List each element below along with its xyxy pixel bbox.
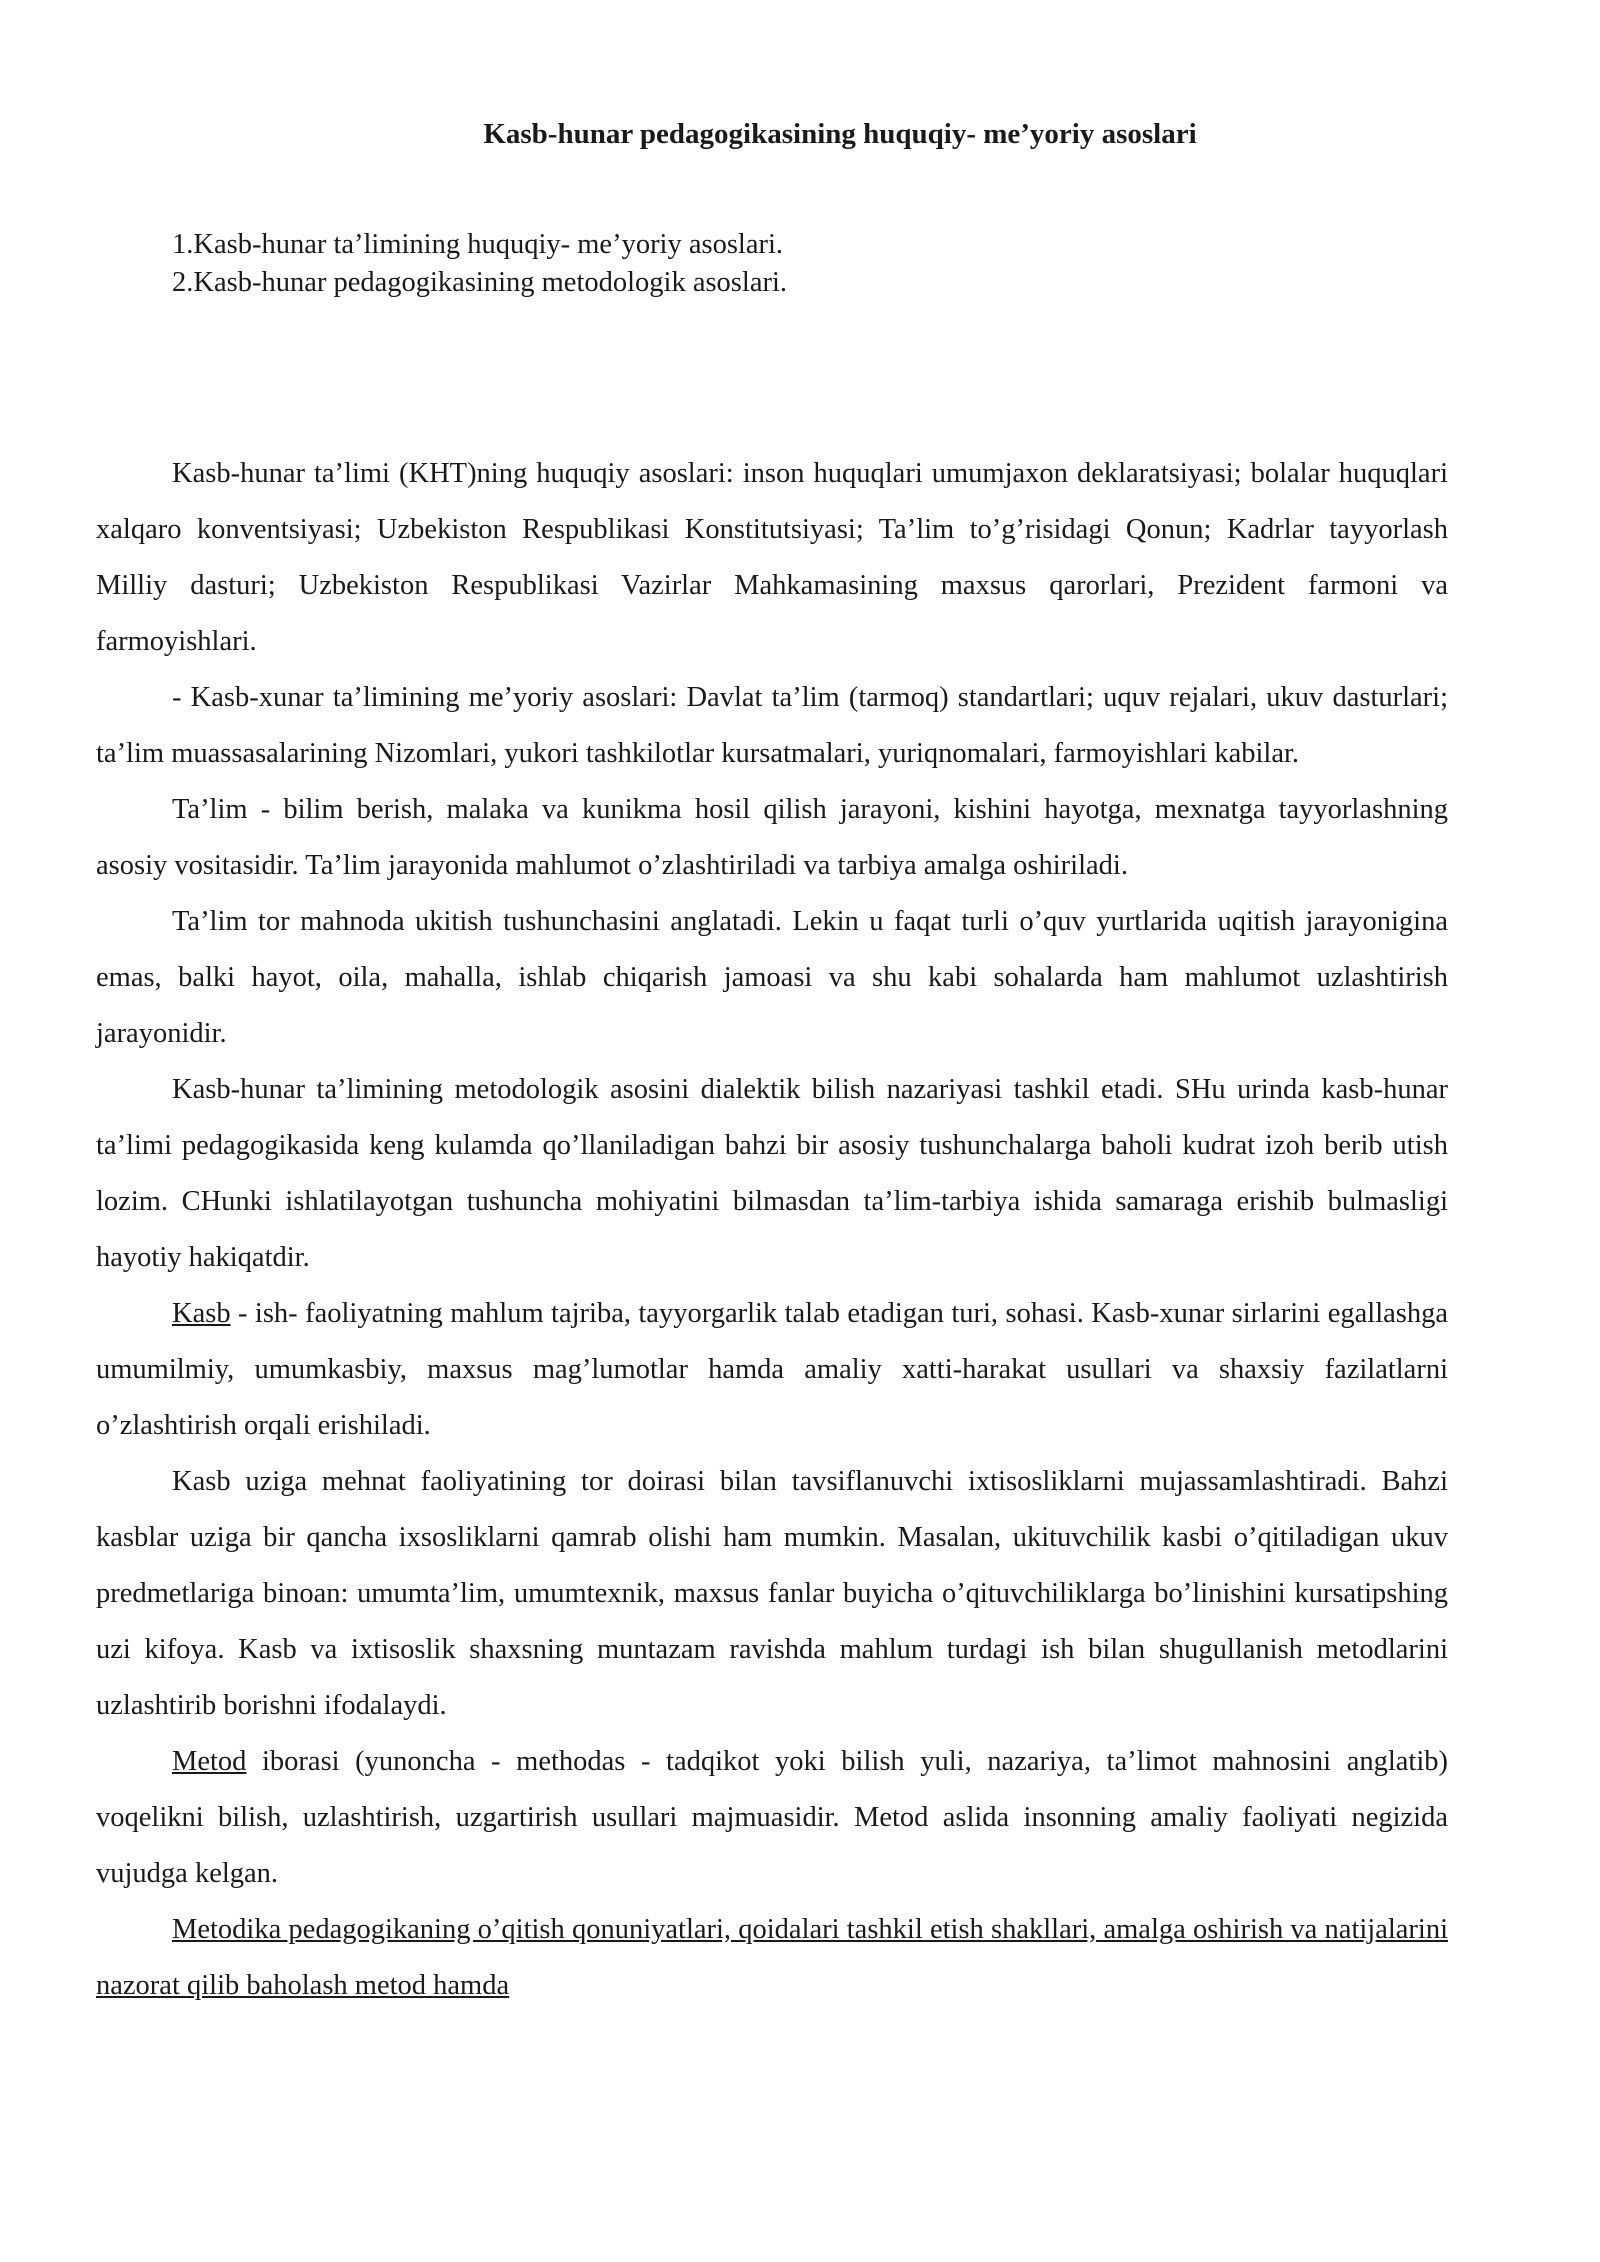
document-title: Kasb-hunar pedagogikasining huquqiy- me’yoriy asoslari bbox=[483, 118, 1197, 150]
paragraph-kasb-specialties: Kasb uziga mehnat faoliyatining tor doirasi bilan tavsiflanuvchi ixtisosliklarni mujassamlashtiradi. Bahzi kasblar uziga bir qancha ixsosliklarni qamrab olishi ham mumkin. Masalan, ukituvchilik kasbi o’qitiladigan ukuv predmetlariga binoan: umumta’lim, umumtexnik, maxsus fanlar buyicha o’qituvchiliklarga bo’linishini kursatipshing uzi kifoya. Kasb va ixtisoslik shaxsning muntazam ravishda mahlum turdagi ish bilan shugullanish metodlarini uzlashtirib borishni ifodalaydi. bbox=[96, 1466, 1448, 1721]
paragraph-metod-definition bbox=[96, 1734, 1448, 1902]
outline-item: 2.Kasb-hunar pedagogikasining metodologik asoslari. bbox=[172, 267, 788, 298]
term-kasb: Kasb bbox=[172, 1298, 231, 1329]
outline-item: 1.Kasb-hunar ta’limining huquqiy- me’yoriy asoslari. bbox=[172, 229, 784, 260]
paragraph-methodology: Kasb-hunar ta’limining metodologik asosini dialektik bilish nazariyasi tashkil etadi. SHu urinda kasb-hunar ta’limi pedagogikasida keng kulamda qo’llaniladigan bahzi bir asosiy tushunchalarga baholi kudrat izoh berib utish lozim. CHunki ishlatilayotgan tushuncha mohiyatini bilmasdan ta’lim-tarbiya ishida samaraga erishib bulmasligi hayotiy hakiqatdir. bbox=[96, 1074, 1448, 1273]
paragraph-legal-basis: Kasb-hunar ta’limi (KHT)ning huquqiy asoslari: inson huquqlari umumjaxon deklaratsiyasi; bolalar huquqlari xalqaro konventsiyasi; Uzbekiston Respublikasi Konstitutsiyasi; Ta’lim to’g’risidagi Qonun; Kadrlar tayyorlash Milliy dasturi; Uzbekiston Respublikasi Vazirlar Mahkamasining maxsus qarorlari, Prezident farmoni va farmoyishlari. bbox=[96, 458, 1448, 657]
term-metod: Metod bbox=[172, 1746, 247, 1777]
paragraph-talim-narrow: Ta’lim tor mahnoda ukitish tushunchasini anglatadi. Lekin u faqat turli o’quv yurtlarida uqitish jarayonigina emas, balki hayot, oila, mahalla, ishlab chiqarish jamoasi va shu kabi sohalarda ham mahlumot uzlashtirish jarayonidir. bbox=[96, 906, 1448, 1049]
outline-list bbox=[172, 226, 787, 302]
paragraph-normative-basis: - Kasb-xunar ta’limining me’yoriy asoslari: Davlat ta’lim (tarmoq) standartlari; uquv rejalari, ukuv dasturlari; ta’lim muassasalarining Nizomlari, yukori tashkilotlar kursatmalari, yuriqnomalari, farmoyishlari kabilar. bbox=[96, 682, 1448, 769]
paragraph-talim-definition: Ta’lim - bilim berish, malaka va kunikma hosil qilish jarayoni, kishini hayotga, mexnatga tayyorlashning asosiy vositasidir. Ta’lim jarayonida mahlumot o’zlashtiriladi va tarbiya amalga oshiriladi. bbox=[96, 794, 1448, 881]
paragraph-metodika: Metodika pedagogikaning o’qitish qonuniyatlari, qoidalari tashkil etish shakllari, amalga oshirish va natijalarini nazorat qilib baholash metod hamda bbox=[96, 1914, 1448, 2001]
paragraph-kasb-definition bbox=[96, 1286, 1448, 1454]
paragraph-metod-text: iborasi (yunoncha - methodas - tadqikot yoki bilish yuli, nazariya, ta’limot mahnosini anglatib) voqelikni bilish, uzlashtirish, uzgartirish usullari majmuasidir. Metod aslida insonning amaliy faoliyati negizida vujudga kelgan. bbox=[96, 1746, 1448, 1889]
document-body bbox=[96, 446, 1448, 2014]
paragraph-kasb-text: - ish- faoliyatning mahlum tajriba, tayyorgarlik talab etadigan turi, sohasi. Kasb-xunar sirlarini egallashga umumilmiy, umumkasbiy, maxsus mag’lumotlar hamda amaliy xatti-harakat usullari va shaxsiy fazilatlarni o’zlashtirish orqali erishiladi. bbox=[96, 1298, 1448, 1441]
